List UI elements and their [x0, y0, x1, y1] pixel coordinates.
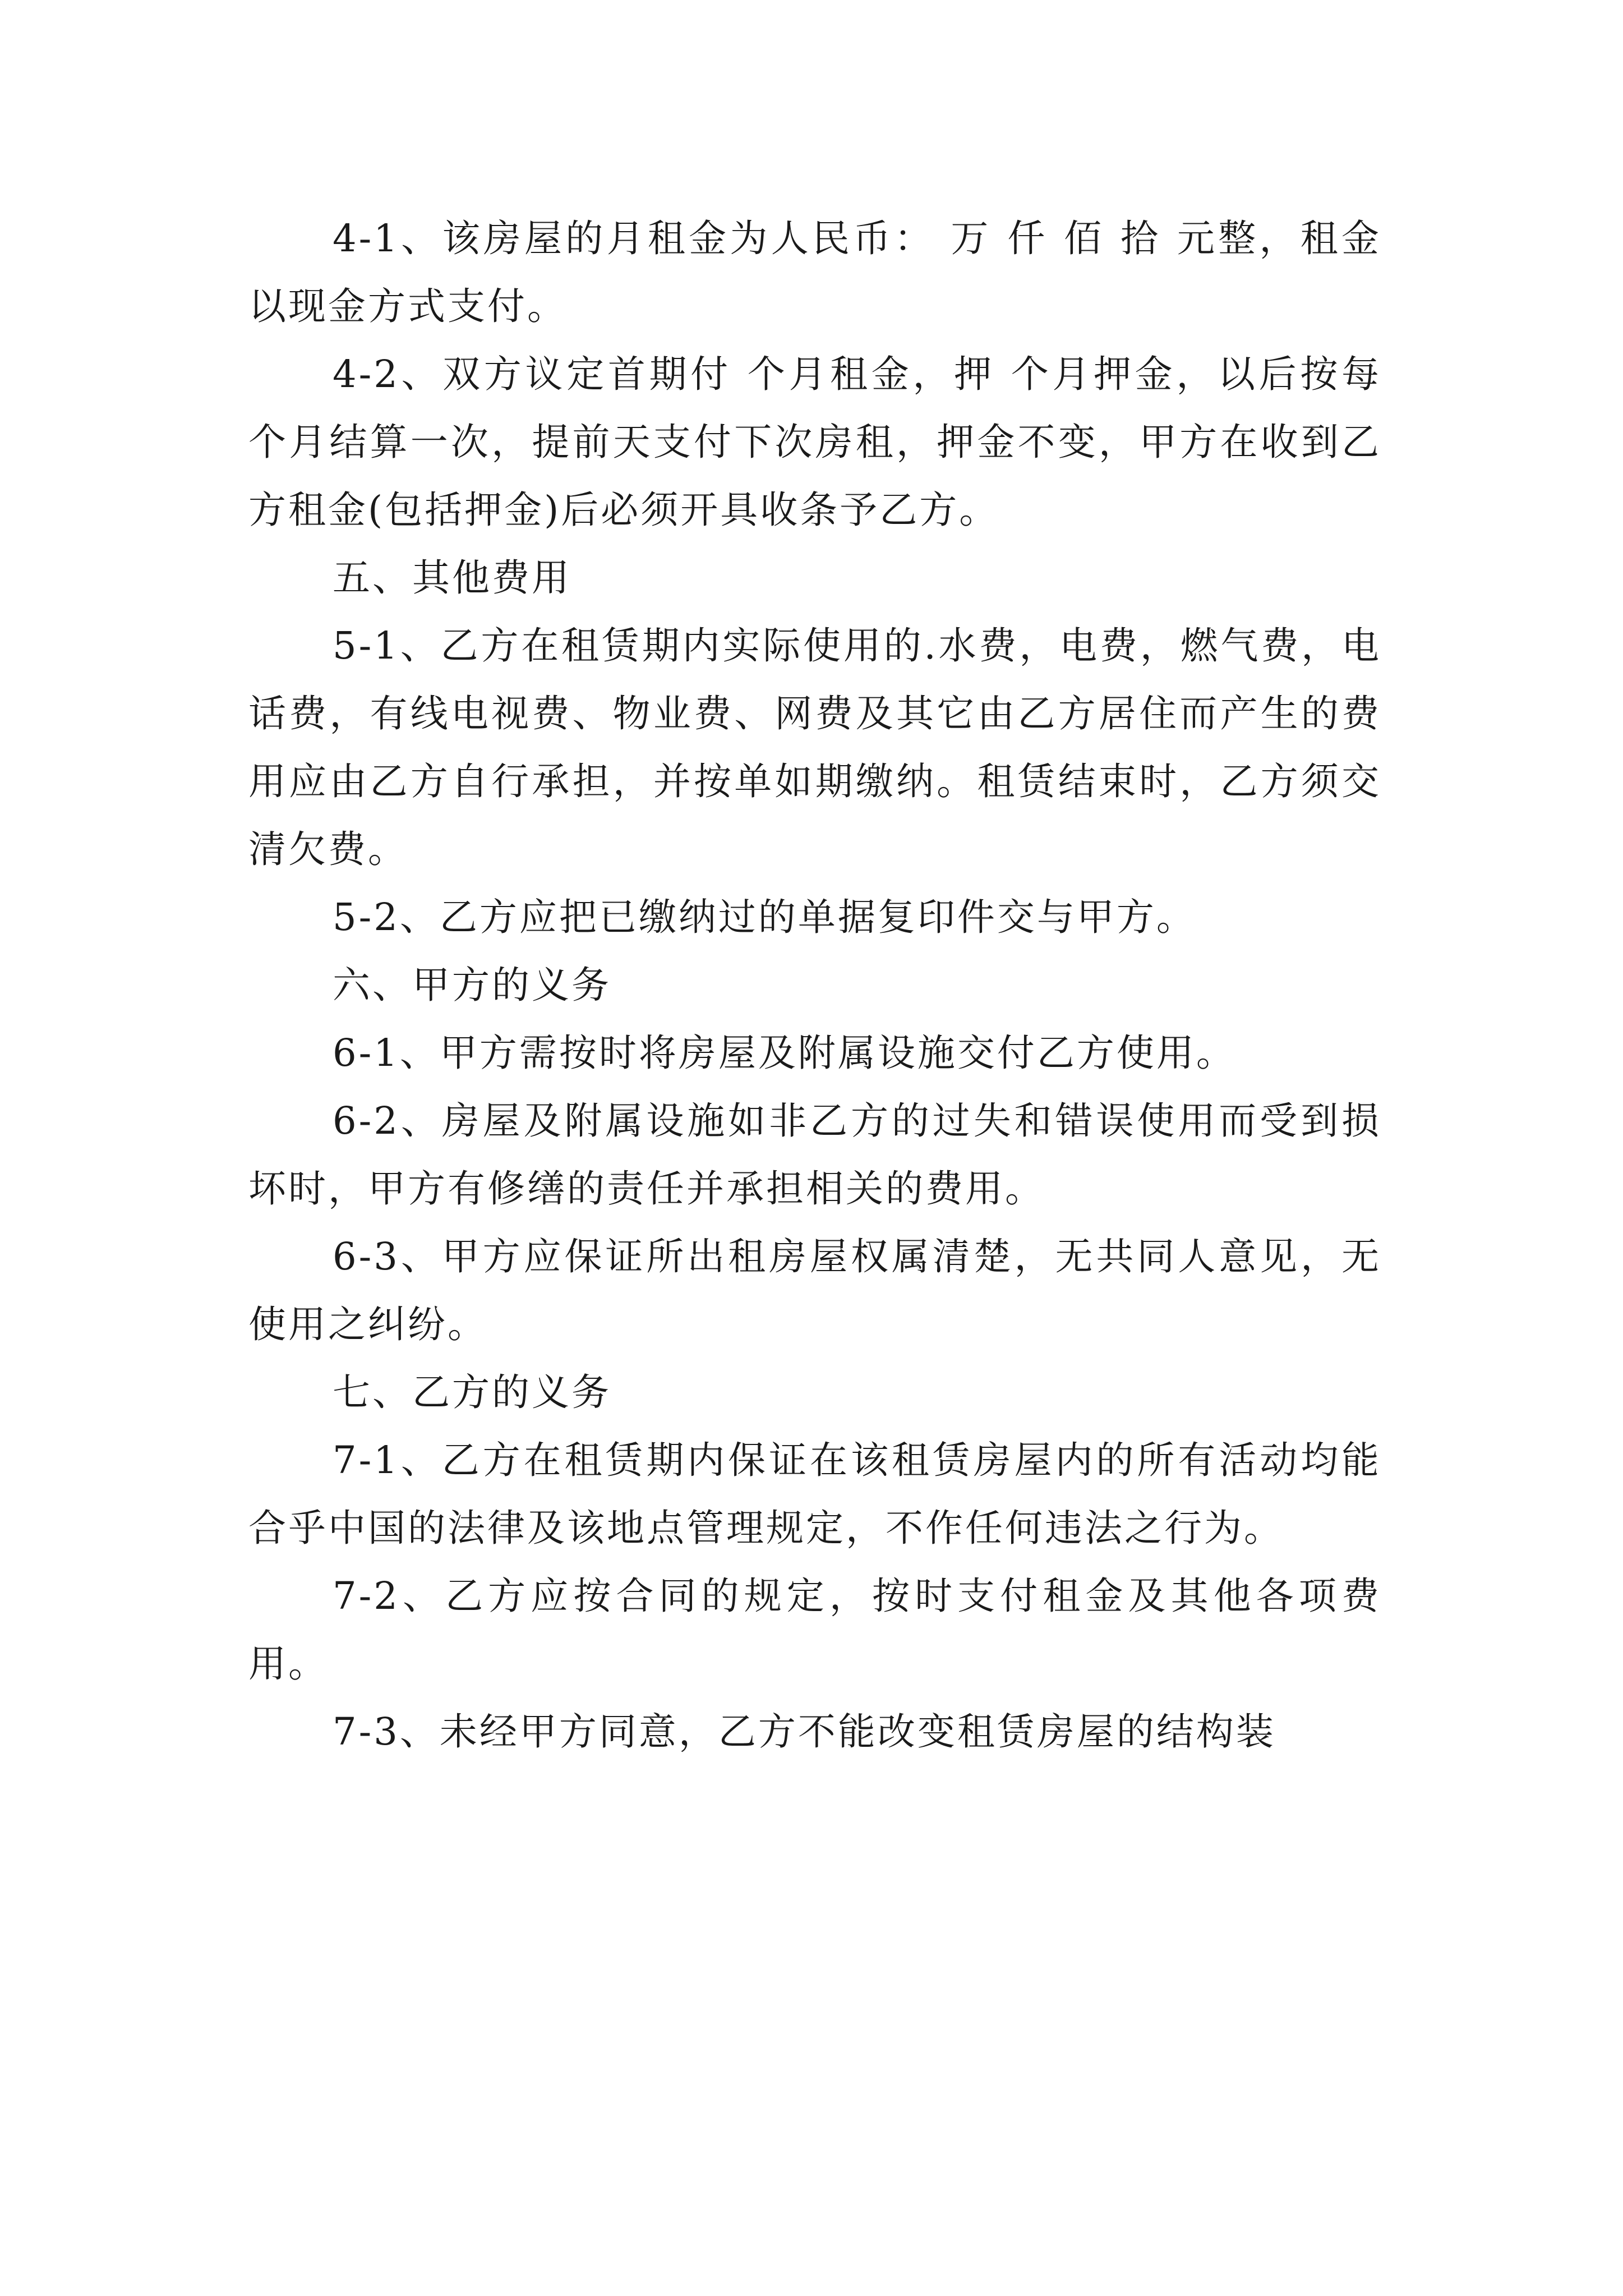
- clause-5-2: 5-2、乙方应把已缴纳过的单据复印件交与甲方。: [333, 895, 1196, 939]
- clause-7-3: 7-3、未经甲方同意，乙方不能改变租赁房屋的结构装: [333, 1710, 1276, 1754]
- clause-6-2: 6-2、房屋及附属设施如非乙方的过失和错误使用而受到损坏时，甲方有修缮的责任并承担相关的费用。: [248, 1099, 1381, 1211]
- clause-7-1: 7-1、乙方在租赁期内保证在该租赁房屋内的所有活动均能合乎中国的法律及该地点管理规定，不作任何违法之行为。: [248, 1438, 1381, 1550]
- section-heading-party-b-duties: 七、乙方的义务: [333, 1370, 611, 1414]
- document-body: [248, 205, 1381, 1766]
- clause-7-2: 7-2、乙方应按合同的规定，按时支付租金及其他各项费用。: [248, 1574, 1381, 1686]
- clause-6-3: 6-3、甲方应保证所出租房屋权属清楚，无共同人意见，无使用之纠纷。: [248, 1235, 1381, 1346]
- clause-5-1: 5-1、乙方在租赁期内实际使用的.水费，电费，燃气费，电话费，有线电视费、物业费、网费及其它由乙方居住而产生的费用应由乙方自行承担，并按单如期缴纳。租赁结束时，乙方须交清欠费。: [248, 624, 1381, 871]
- section-heading-party-a-duties: 六、甲方的义务: [333, 963, 611, 1007]
- clause-6-1: 6-1、甲方需按时将房屋及附属设施交付乙方使用。: [333, 1031, 1236, 1075]
- clause-4-1: 4-1、该房屋的月租金为人民币： 万 仟 佰 拾 元整，租金以现金方式支付。: [248, 217, 1381, 328]
- clause-4-2: 4-2、双方议定首期付 个月租金，押 个月押金，以后按每 个月结算一次，提前天支付下次房租，押金不变，甲方在收到乙方租金(包括押金)后必须开具收条予乙方。: [248, 352, 1381, 532]
- section-heading-other-fees: 五、其他费用: [333, 556, 571, 600]
